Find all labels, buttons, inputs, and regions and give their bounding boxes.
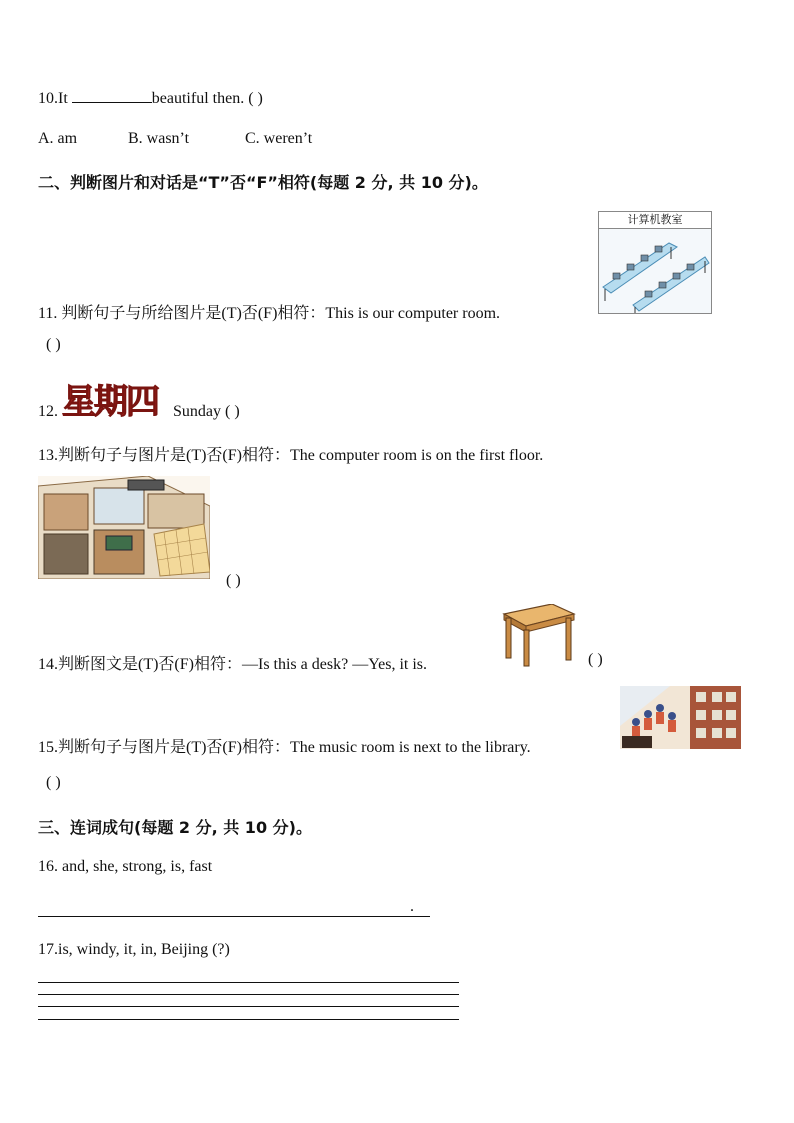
q17-answer-line-4[interactable] — [38, 1019, 459, 1020]
q10-option-a: A. am — [38, 130, 78, 147]
music-room-library-drawing — [620, 686, 741, 749]
q16-answer-line[interactable] — [38, 916, 430, 917]
q13-answer-paren[interactable]: ( ) — [226, 572, 241, 589]
question-16: 16. and, she, strong, is, fast — [38, 858, 213, 875]
section-2-heading: 二、判断图片和对话是“T”否“F”相符(每题 2 分, 共 10 分)。 — [38, 173, 488, 192]
question-10 — [38, 88, 263, 108]
computer-room-drawing — [599, 229, 711, 313]
question-14: 14.判断图文是(T)否(F)相符：—Is this a desk? —Yes, it is. — [38, 656, 428, 673]
question-13: 13.判断句子与图片是(T)否(F)相符：The computer room is on the first floor. — [38, 447, 544, 464]
q10-answer-blank[interactable] — [72, 88, 152, 103]
q10-prefix: 10.It — [38, 90, 68, 107]
desk-drawing — [500, 604, 576, 668]
computer-room-title: 计算机教室 — [599, 212, 711, 229]
q10-option-b: B. wasn’t — [128, 130, 190, 147]
q17-answer-line-1[interactable] — [38, 982, 459, 983]
q11-answer-paren[interactable]: ( ) — [46, 336, 61, 353]
q12-number: 12. — [38, 403, 58, 420]
desk-image — [500, 604, 576, 668]
q17-answer-line-3[interactable] — [38, 1006, 459, 1007]
computer-room-image — [598, 211, 712, 314]
q16-end-mark: . — [410, 898, 414, 915]
q17-answer-line-2[interactable] — [38, 994, 459, 995]
question-15: 15.判断句子与图片是(T)否(F)相符：The music room is next to the library. — [38, 739, 531, 756]
section-3-heading: 三、连词成句(每题 2 分, 共 10 分)。 — [38, 818, 312, 837]
school-building-drawing — [38, 476, 210, 579]
question-11: 11. 判断句子与所给图片是(T)否(F)相符：This is our computer room. — [38, 305, 501, 322]
q12-text: Sunday ( ) — [173, 403, 240, 420]
q10-option-c: C. weren’t — [245, 130, 313, 147]
q10-suffix: beautiful then. ( ) — [151, 90, 263, 107]
q15-answer-paren[interactable]: ( ) — [46, 774, 61, 791]
school-building-image — [38, 476, 210, 579]
question-17: 17.is, windy, it, in, Beijing (?) — [38, 941, 230, 958]
music-room-library-image — [620, 686, 741, 749]
thursday-image: 星期四 — [62, 382, 158, 422]
q14-answer-paren[interactable]: ( ) — [588, 651, 603, 668]
